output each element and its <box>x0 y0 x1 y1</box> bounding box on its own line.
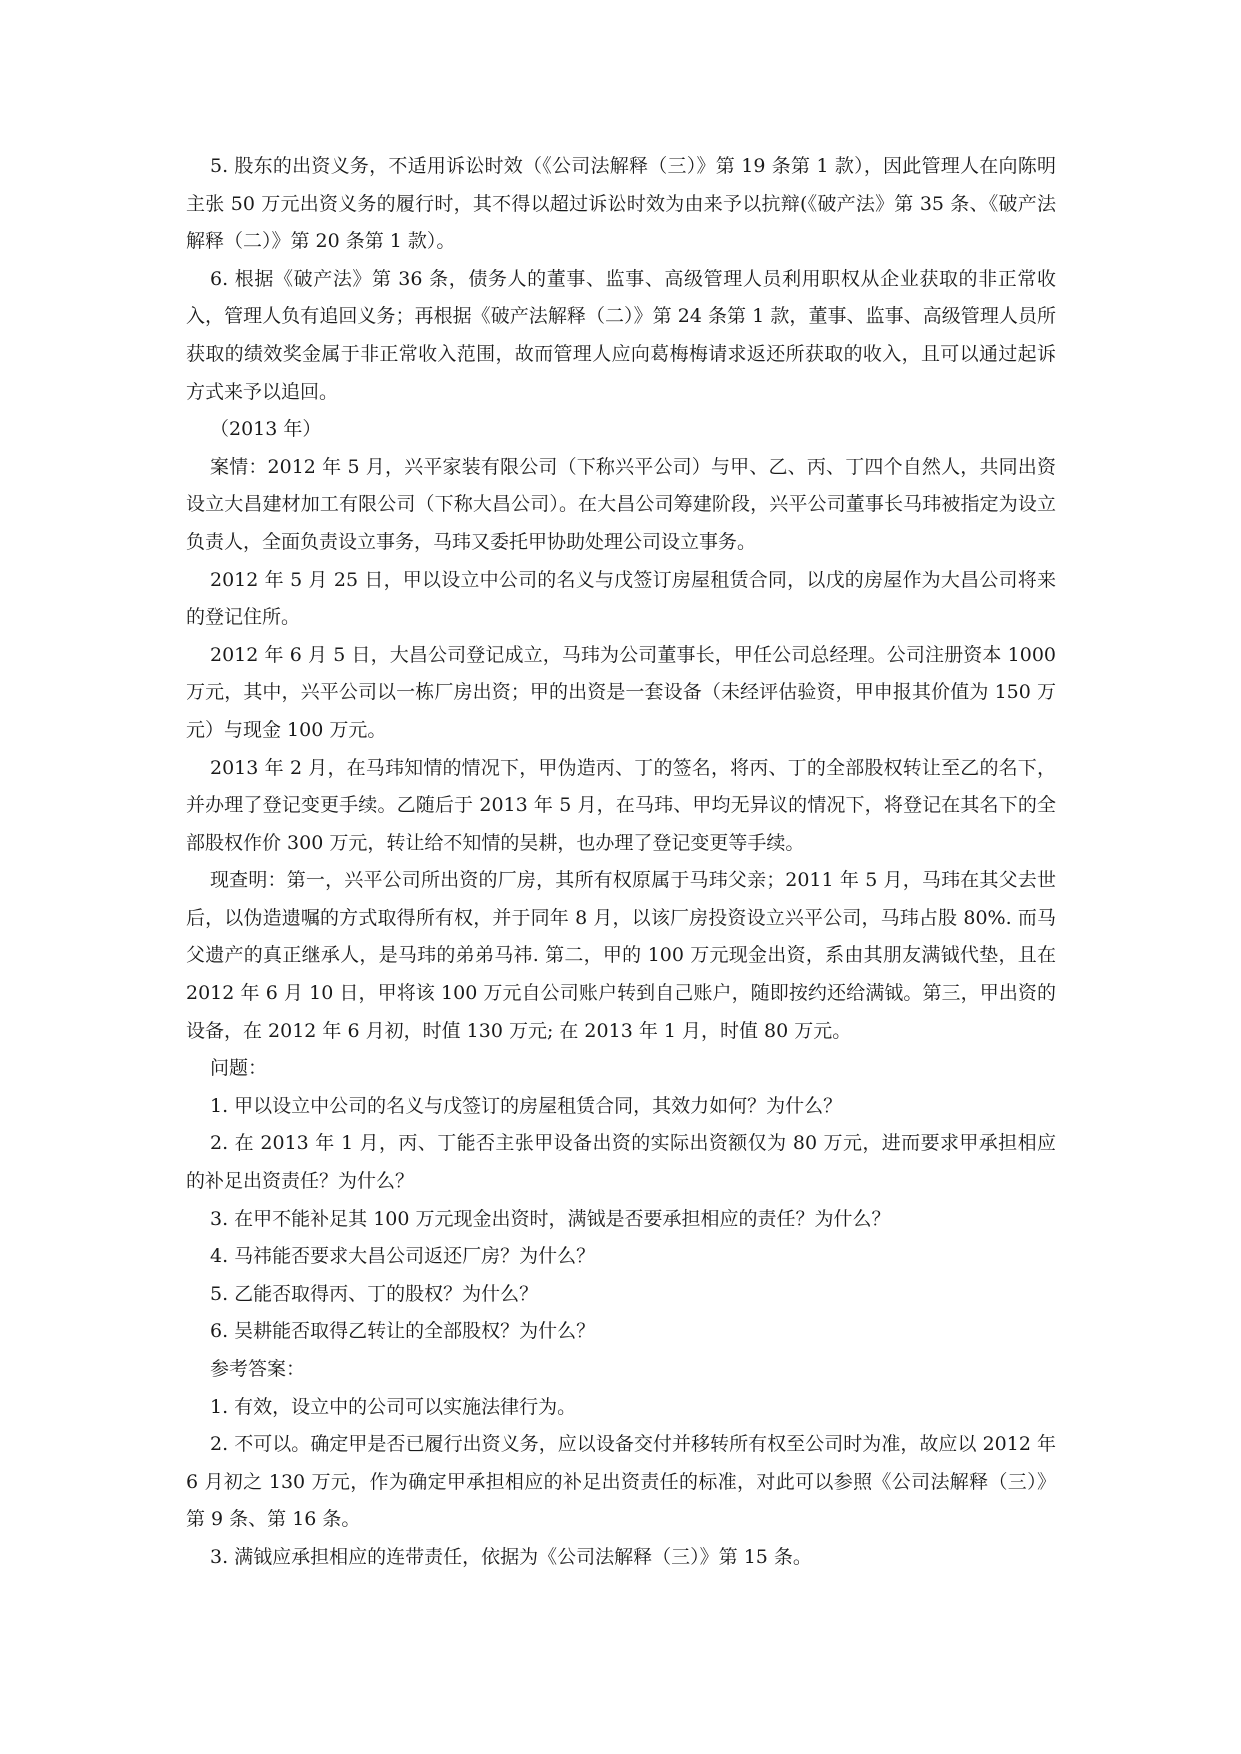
reference-answer-3: 3. 满钺应承担相应的连带责任，依据为《公司法解释（三）》第 15 条。 <box>210 1545 812 1568</box>
answer-5-paragraph: 5. 股东的出资义务，不适用诉讼时效（《公司法解释（三）》第 19 条第 1 款），因此管理人在向陈明主张 50 万元出资义务的履行时，其不得以超过诉讼时效为由来予以抗辩(《破产法》第 35 条、《破产法解释（二）》第 20 条第 1 款）。 <box>186 155 1056 253</box>
answer-6-paragraph: 6. 根据《破产法》第 36 条，债务人的董事、监事、高级管理人员利用职权从企业获取的非正常收入，管理人负有追回义务；再根据《破产法解释（二）》第 24 条第 1 款，董事、监事、高级管理人员所获取的绩效奖金属于非正常收入范围，故而管理人应向葛梅梅请求返还所获取的收入，且可以通过起诉方式来予以追回。 <box>186 267 1056 403</box>
document-body <box>186 148 1056 1577</box>
questions-heading: 问题： <box>210 1057 268 1080</box>
case-facts-paragraph: 案情：2012 年 5 月，兴平家装有限公司（下称兴平公司）与甲、乙、丙、丁四个自然人，共同出资设立大昌建材加工有限公司（下称大昌公司）。在大昌公司筹建阶段，兴平公司董事长马玮被指定为设立负责人，全面负责设立事务，马玮又委托甲协助处理公司设立事务。 <box>186 455 1056 553</box>
question-5: 5. 乙能否取得丙、丁的股权？为什么？ <box>210 1282 539 1305</box>
question-1: 1. 甲以设立中公司的名义与戊签订的房屋租赁合同，其效力如何？为什么？ <box>210 1094 843 1117</box>
lease-contract-paragraph: 2012 年 5 月 25 日，甲以设立中公司的名义与戊签订房屋租赁合同，以戊的房屋作为大昌公司将来的登记住所。 <box>186 568 1056 629</box>
reference-answers-heading: 参考答案： <box>210 1358 306 1380</box>
reference-answer-1: 1. 有效，设立中的公司可以实施法律行为。 <box>210 1395 577 1418</box>
year-heading: （2013 年） <box>210 418 322 441</box>
company-registration-paragraph: 2012 年 6 月 5 日，大昌公司登记成立，马玮为公司董事长，甲任公司总经理。公司注册资本 1000 万元，其中，兴平公司以一栋厂房出资；甲的出资是一套设备（未经评估验资，甲申报其价值为 150 万元）与现金 100 万元。 <box>186 643 1056 741</box>
reference-answer-2: 2. 不可以。确定甲是否已履行出资义务，应以设备交付并移转所有权至公司时为准，故应以 2012 年 6 月初之 130 万元，作为确定甲承担相应的补足出资责任的标准，对此可以参照《公司法解释（三）》第 9 条、第 16 条。 <box>186 1433 1056 1531</box>
question-2: 2. 在 2013 年 1 月，丙、丁能否主张甲设备出资的实际出资额仅为 80 万元，进而要求甲承担相应的补足出资责任？为什么？ <box>186 1132 1056 1193</box>
question-3: 3. 在甲不能补足其 100 万元现金出资时，满钺是否要承担相应的责任？为什么？ <box>210 1207 891 1230</box>
question-6: 6. 吴耕能否取得乙转让的全部股权？为什么？ <box>210 1320 596 1343</box>
findings-paragraph: 现查明：第一，兴平公司所出资的厂房，其所有权原属于马玮父亲；2011 年 5 月，马玮在其父去世后，以伪造遗嘱的方式取得所有权，并于同年 8 月，以该厂房投资设立兴平公司，马玮占股 80%. 而马父遗产的真正继承人，是马玮的弟弟马祎. 第二，甲的 100 万元现金出资，系由其朋友满钺代垫，且在 2012 年 6 月 10 日，甲将该 100 万元自公司账户转到自己账户，随即按约还给满钺。第三，甲出资的设备，在 2012 年 6 月初，时值 130 万元; 在 2013 年 1 月，时值 80 万元。 <box>186 869 1056 1042</box>
equity-transfer-paragraph: 2013 年 2 月，在马玮知情的情况下，甲伪造丙、丁的签名，将丙、丁的全部股权转让至乙的名下，并办理了登记变更手续。乙随后于 2013 年 5 月，在马玮、甲均无异议的情况下，将登记在其名下的全部股权作价 300 万元，转让给不知情的吴耕，也办理了登记变更等手续。 <box>186 756 1056 854</box>
question-4: 4. 马祎能否要求大昌公司返还厂房？为什么？ <box>210 1245 596 1268</box>
